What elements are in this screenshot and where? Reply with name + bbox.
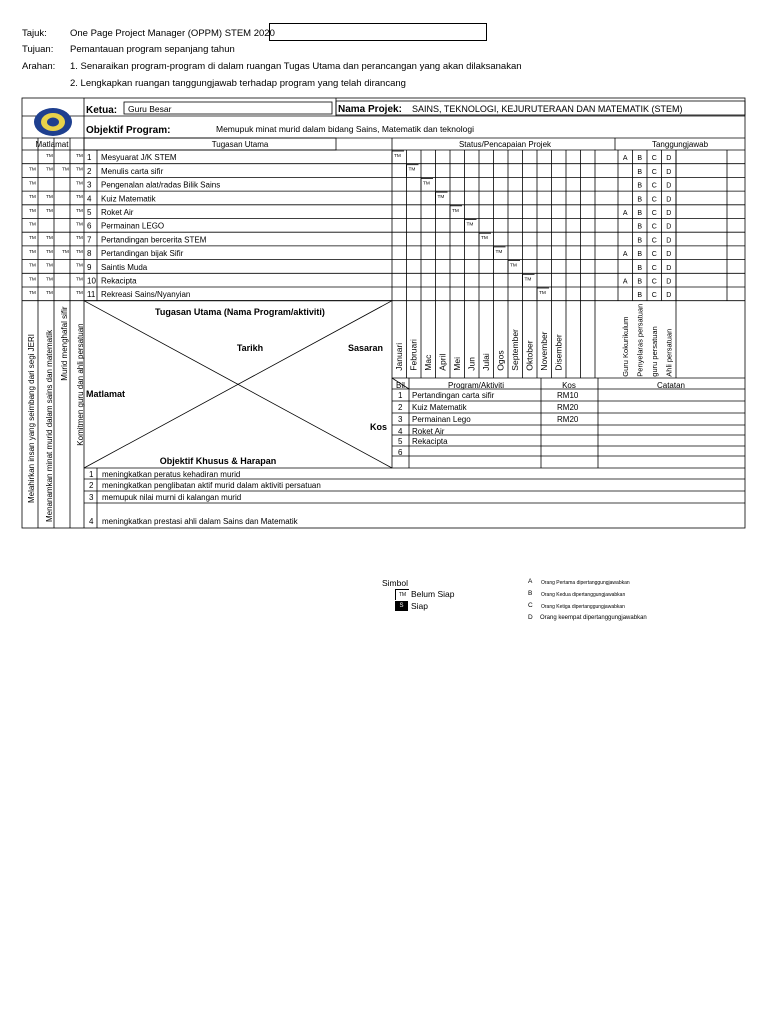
task-2-matlamat-mark-1: TM	[29, 167, 36, 173]
status-header: Status/Pencapaian Projek	[458, 140, 552, 149]
task-5-resp-4: D	[666, 210, 672, 217]
legend-role-b-key: B	[528, 590, 533, 597]
month-november: November	[539, 331, 550, 371]
task-11-number: 11	[87, 290, 96, 300]
objective-1-text: meningkatkan peratus kehadiran murid	[102, 470, 241, 479]
task-7-number: 7	[87, 235, 92, 245]
task-7-resp-2: B	[637, 237, 643, 245]
task-6-matlamat-mark-4: TM	[76, 222, 83, 228]
tugasan-utama-header: Tugasan Utama	[211, 140, 269, 149]
arahan-1: 1. Senaraikan program-program di dalam ruangan Tugas Utama dan perancangan yang akan dilaksanakan	[70, 61, 522, 72]
task-8-matlamat-mark-4: TM	[76, 249, 83, 255]
task-3-number: 3	[87, 180, 92, 190]
month-julai: Julai	[481, 353, 492, 371]
task-9-number: 9	[87, 262, 92, 272]
month-april: April	[437, 353, 448, 371]
task-9-matlamat-mark-1: TM	[29, 263, 36, 269]
task-2-resp-4: D	[666, 168, 672, 176]
program-row-2-kos: RM20	[557, 403, 579, 412]
task-2-resp-3: C	[651, 168, 657, 176]
task-9-matlamat-mark-4: TM	[76, 263, 83, 269]
task-4-name: Kuiz Matematik	[101, 194, 156, 204]
task-1-resp-4: D	[666, 155, 672, 163]
objective-2-text: meningkatkan penglibatan aktif murid dalam aktiviti persatuan	[102, 481, 321, 490]
resp-person-4: Ahli persatuan	[664, 328, 674, 377]
program-row-1-bil: 1	[398, 391, 403, 400]
school-logo	[34, 108, 72, 136]
nama-projek-value: SAINS, TEKNOLOGI, KEJURUTERAAN DAN MATEMATIK (STEM)	[412, 104, 683, 114]
task-11-matlamat-mark-4: TM	[76, 291, 83, 296]
task-7-resp-3: C	[651, 237, 657, 245]
task-5-resp-2: B	[637, 210, 643, 217]
task-5-matlamat-mark-4: TM	[76, 208, 83, 214]
task-5-name: Roket Air	[101, 208, 134, 217]
diagram-sasaran-label: Sasaran	[348, 343, 384, 353]
resp-person-1: Guru Kokurikulum	[621, 316, 631, 377]
task-9-resp-2: B	[637, 264, 643, 272]
legend-role-d-key: D	[528, 614, 533, 621]
task-8-matlamat-mark-1: TM	[29, 249, 36, 255]
program-header-kos: Kos	[562, 381, 576, 390]
objektif-label: Objektif Program:	[86, 125, 171, 136]
diagram-tarikh-label: Tarikh	[236, 343, 264, 353]
task-10-name: Rekacipta	[101, 276, 137, 286]
resp-person-3: guru persatuan	[650, 326, 660, 377]
task-7-matlamat-mark-2: TM	[46, 236, 53, 242]
task-3-status-mark: TM	[423, 181, 430, 187]
task-3-resp-2: B	[637, 182, 643, 190]
tajuk-value: One Page Project Manager (OPPM) STEM 2020	[70, 28, 275, 39]
objective-3-number: 3	[89, 493, 94, 502]
task-11-resp-3: C	[651, 292, 657, 300]
objective-1-number: 1	[89, 470, 94, 479]
task-10-resp-2: B	[637, 278, 643, 286]
task-9-matlamat-mark-2: TM	[46, 263, 53, 269]
task-7-resp-4: D	[666, 237, 672, 245]
legend-tm-symbol: TM	[395, 589, 409, 600]
legend-s-symbol: S	[395, 601, 408, 611]
program-row-3-bil: 3	[398, 415, 403, 424]
objective-2-number: 2	[89, 481, 94, 490]
program-row-1-name: Pertandingan carta sifir	[412, 391, 495, 400]
diagram-matlamat-label: Matlamat	[86, 389, 126, 399]
tujuan-label: Tujuan:	[22, 44, 54, 55]
task-4-resp-3: C	[651, 196, 657, 204]
program-row-3-kos: RM20	[557, 415, 579, 424]
task-10-matlamat-mark-1: TM	[29, 277, 36, 283]
task-5-resp-3: C	[651, 210, 657, 217]
task-8-matlamat-mark-3: TM	[62, 249, 69, 255]
task-11-status-mark: TM	[539, 291, 546, 296]
task-4-matlamat-mark-1: TM	[29, 195, 36, 201]
diagram-tugasan-label: Tugasan Utama (Nama Program/aktiviti)	[155, 307, 325, 317]
task-11-matlamat-mark-1: TM	[29, 291, 36, 296]
task-4-status-mark: TM	[437, 195, 445, 201]
objective-4-number: 4	[89, 517, 94, 526]
task-7-matlamat-mark-4: TM	[76, 236, 83, 242]
task-6-resp-4: D	[666, 223, 672, 231]
program-row-1-kos: RM10	[557, 391, 579, 400]
legend-belum-siap: Belum Siap	[411, 589, 455, 599]
ketua-label: Ketua:	[86, 105, 118, 116]
diagram-kos-label: Kos	[370, 422, 388, 432]
task-2-name: Menulis carta sifir	[101, 166, 164, 176]
program-row-6-bil: 6	[398, 448, 403, 457]
tugasan-header-box	[84, 138, 336, 150]
tanggungjawab-header: Tanggungjawab	[651, 140, 709, 149]
task-8-name: Pertandingan bijak Sifir	[101, 249, 184, 259]
matlamat-vertical-3: Murid menghafal sifir	[60, 306, 69, 381]
task-2-status-mark: TM	[408, 167, 416, 173]
task-2-matlamat-mark-4: TM	[76, 167, 83, 173]
legend-role-a-desc: Orang Pertama dipertanggungjawabkan	[541, 580, 630, 586]
task-10-resp-4: D	[666, 278, 672, 286]
month-februari: Februari	[408, 339, 419, 371]
task-1-resp-2: B	[637, 155, 643, 163]
program-row-5-name: Rekacipta	[412, 437, 448, 446]
task-7-status-mark: TM	[481, 236, 488, 242]
task-3-resp-3: C	[651, 182, 657, 190]
program-row-2-name: Kuiz Matematik	[412, 403, 467, 412]
task-6-resp-2: B	[637, 223, 643, 231]
month-mac: Mac	[423, 354, 434, 371]
program-row-2-bil: 2	[398, 403, 403, 412]
task-4-resp-2: B	[637, 196, 643, 204]
task-6-name: Permainan LEGO	[101, 221, 165, 231]
task-5-matlamat-mark-1: TM	[29, 208, 36, 214]
task-6-number: 6	[87, 221, 92, 231]
task-10-resp-3: C	[651, 278, 657, 286]
task-3-resp-4: D	[666, 182, 672, 190]
logo-center-mark	[47, 118, 59, 127]
task-6-resp-3: C	[651, 223, 657, 231]
legend-simbol: Simbol	[382, 578, 408, 588]
program-row-3-name: Permainan Lego	[412, 415, 471, 424]
program-header-program: Program/Aktiviti	[447, 381, 505, 390]
task-2-matlamat-mark-2: TM	[46, 167, 53, 173]
task-9-resp-4: D	[666, 264, 672, 272]
legend-role-d-desc: Orang keempat dipertanggungjawabkan	[540, 615, 647, 621]
program-header-catatan: Catatan	[656, 381, 686, 390]
task-1-name: Mesyuarat J/K STEM	[101, 153, 177, 163]
program-header-bil: Bil	[396, 381, 405, 390]
task-4-resp-4: D	[666, 196, 672, 204]
task-8-resp-1: A	[622, 251, 628, 259]
task-4-number: 4	[87, 194, 92, 204]
month-september: September	[510, 329, 521, 371]
task-8-number: 8	[87, 249, 92, 259]
legend-role-b-desc: Orang Kedua dipertanggungjawabkan	[541, 592, 626, 598]
matlamat-vertical-4: Komitmen guru dan ahli persatuan	[76, 323, 85, 446]
task-10-matlamat-mark-2: TM	[46, 277, 53, 283]
task-8-resp-2: B	[637, 251, 643, 259]
month-januari: Januari	[394, 342, 405, 371]
program-row-4-bil: 4	[398, 427, 403, 436]
task-3-matlamat-mark-4: TM	[76, 181, 83, 187]
task-11-name: Rekreasi Sains/Nyanyian	[101, 290, 191, 300]
nama-projek-label: Nama Projek:	[338, 104, 402, 115]
task-4-matlamat-mark-4: TM	[76, 195, 83, 201]
task-9-name: Saintis Muda	[101, 262, 148, 272]
task-2-matlamat-mark-3: TM	[62, 167, 69, 173]
task-8-resp-3: C	[651, 251, 657, 259]
task-3-name: Pengenalan alat/radas Bilik Sains	[101, 180, 221, 190]
task-1-matlamat-mark-4: TM	[76, 154, 83, 159]
objektif-value: Memupuk minat murid dalam bidang Sains, Matematik dan teknologi	[216, 124, 474, 134]
task-7-matlamat-mark-1: TM	[29, 236, 36, 242]
program-row-5-bil: 5	[398, 437, 403, 446]
task-5-matlamat-mark-2: TM	[46, 208, 53, 214]
legend-role-c-desc: Orang Ketiga dipertanggungjawabkan	[541, 604, 625, 610]
matlamat-header: Matlamat	[35, 140, 69, 149]
task-5-status-mark: TM	[452, 208, 459, 214]
arahan-label: Arahan:	[22, 61, 56, 72]
task-1-number: 1	[87, 153, 92, 163]
task-8-resp-4: D	[666, 251, 672, 259]
month-disember: Disember	[553, 334, 564, 371]
month-jun: Jun	[466, 356, 477, 371]
matlamat-vertical-1: Melahirkan insan yang seimbang dari segi JERI	[27, 334, 36, 503]
task-8-status-mark: TM	[495, 249, 503, 255]
task-11-resp-4: D	[666, 292, 672, 300]
legend-role-c-key: C	[528, 602, 533, 609]
task-2-number: 2	[87, 166, 92, 176]
arahan-2: 2. Lengkapkan ruangan tanggungjawab terhadap program yang telah dirancang	[70, 78, 406, 89]
task-4-matlamat-mark-2: TM	[46, 195, 53, 201]
task-5-resp-1: A	[622, 210, 628, 217]
objective-4-text: meningkatkan prestasi ahli dalam Sains dan Matematik	[102, 517, 298, 526]
month-ogos: Ogos	[495, 350, 506, 371]
task-11-resp-2: B	[637, 292, 643, 300]
task-10-number: 10	[87, 276, 96, 286]
task-8-matlamat-mark-2: TM	[46, 249, 53, 255]
task-1-matlamat-mark-2: TM	[46, 154, 53, 159]
task-1-resp-3: C	[651, 155, 657, 163]
task-3-matlamat-mark-1: TM	[29, 181, 36, 187]
task-2-resp-2: B	[637, 168, 643, 176]
month-oktober: Oktober	[524, 340, 535, 371]
task-10-resp-1: A	[622, 278, 628, 286]
task-5-number: 5	[87, 208, 92, 217]
program-row-4-name: Roket Air	[412, 427, 445, 436]
task-11-matlamat-mark-2: TM	[46, 291, 53, 296]
tajuk-label: Tajuk:	[22, 28, 47, 39]
task-9-status-mark: TM	[510, 263, 517, 269]
ketua-value: Guru Besar	[128, 104, 172, 114]
objective-3-text: memupuk nilai murni di kalangan murid	[102, 493, 242, 502]
task-10-matlamat-mark-4: TM	[76, 277, 83, 283]
month-mei: Mei	[452, 356, 463, 371]
legend-siap: Siap	[411, 601, 429, 611]
task-9-resp-3: C	[651, 264, 657, 272]
task-1-resp-1: A	[622, 155, 628, 163]
matlamat-vertical-2: Menanamkan minat murid dalam sains dan matematik	[45, 329, 54, 522]
task-6-matlamat-mark-1: TM	[29, 222, 36, 228]
task-1-status-mark: TM	[394, 154, 401, 159]
task-10-status-mark: TM	[524, 277, 532, 283]
legend-role-a-key: A	[528, 578, 533, 585]
tujuan-value: Pemantauan program sepanjang tahun	[70, 44, 235, 55]
resp-person-2: Penyelaras persatuan	[635, 303, 645, 377]
task-6-status-mark: TM	[466, 222, 474, 228]
diagram-objektif-label: Objektif Khusus & Harapan	[159, 456, 277, 466]
task-7-name: Pertandingan bercerita STEM	[101, 235, 207, 245]
